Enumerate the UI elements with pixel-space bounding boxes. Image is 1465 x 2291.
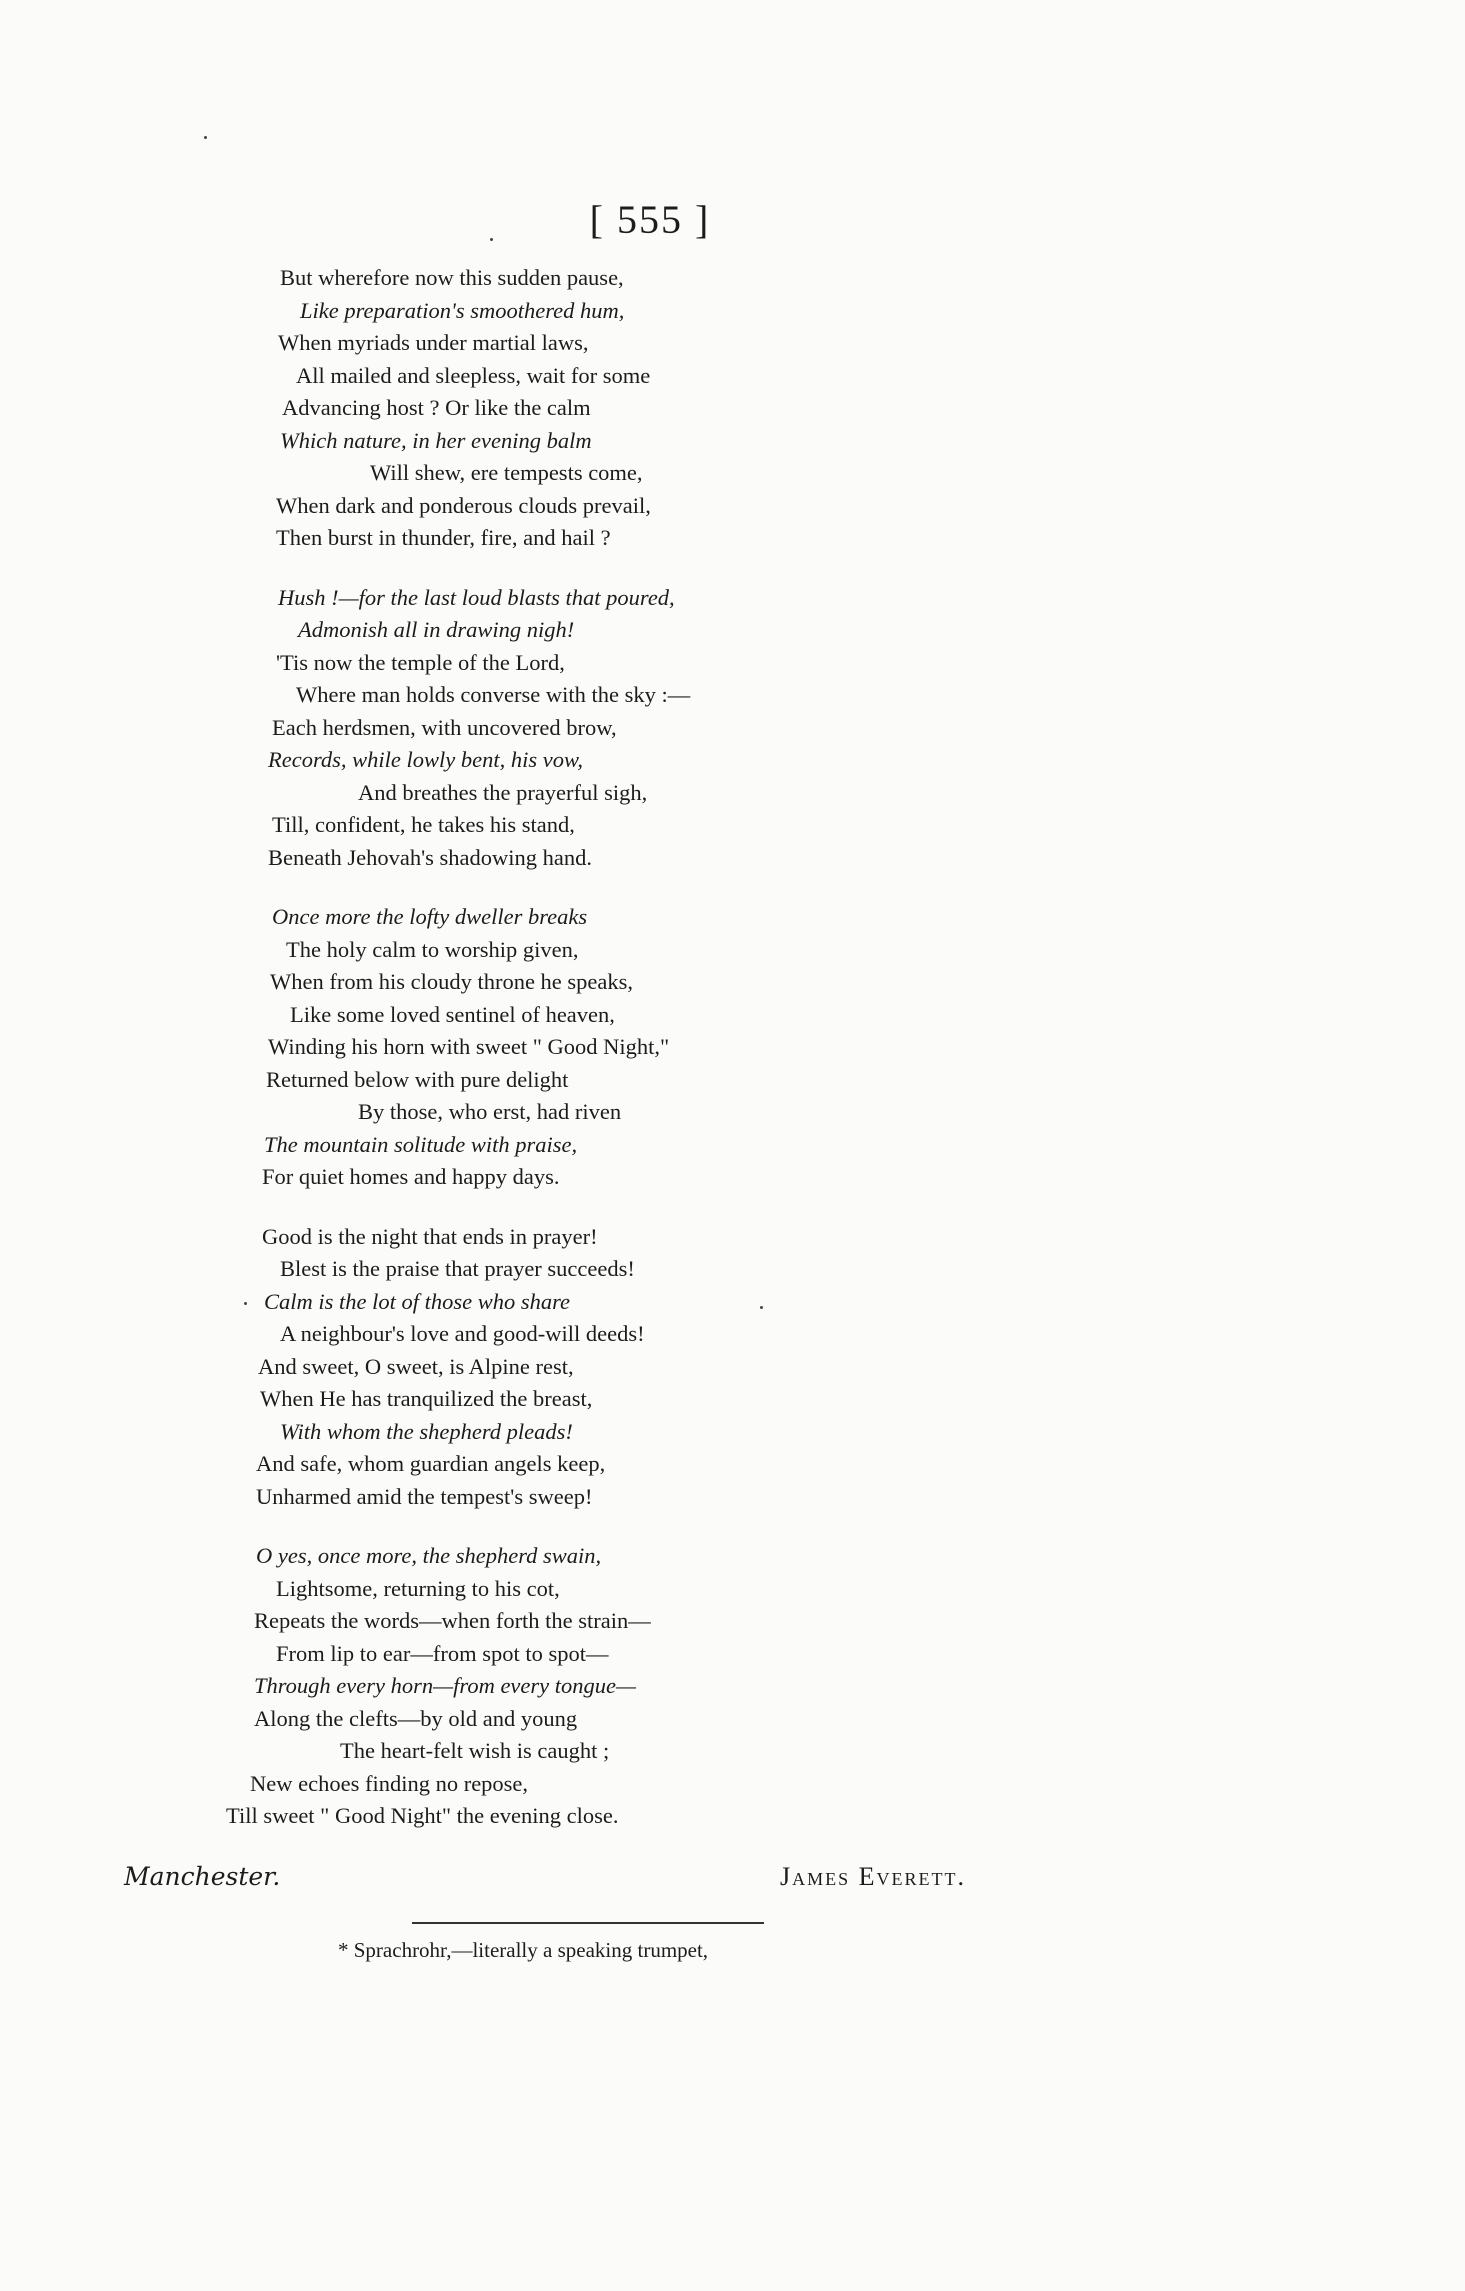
poem-line: Good is the night that ends in prayer! — [262, 1223, 598, 1249]
poem-line: Winding his horn with sweet " Good Night," — [268, 1034, 670, 1059]
poem-line: And safe, whom guardian angels keep, — [256, 1451, 606, 1476]
poem-line: Lightsome, returning to his cot, — [276, 1575, 560, 1601]
poem-line: When myriads under martial laws, — [278, 330, 589, 355]
poem-line: O yes, once more, the shepherd swain, — [256, 1543, 602, 1568]
poem-line: From lip to ear—from spot to spot— — [276, 1640, 609, 1666]
poem-line: Returned below with pure delight — [266, 1066, 569, 1092]
stanza — [0, 1221, 1465, 1514]
poem-line: But wherefore now this sudden pause, — [280, 265, 624, 290]
poem-line: Like some loved sentinel of heaven, — [290, 1001, 615, 1027]
poem-line: 'Tis now the temple of the Lord, — [276, 649, 565, 675]
poem-line: Then burst in thunder, fire, and hail ? — [276, 525, 611, 550]
poem-line: And sweet, O sweet, is Alpine rest, — [258, 1353, 574, 1379]
poem-line: When dark and ponderous clouds prevail, — [276, 492, 651, 518]
poem-line: Calm is the lot of those who share — [264, 1288, 571, 1314]
poem-line: The mountain solitude with praise, — [264, 1131, 578, 1157]
poem-line: A neighbour's love and good-will deeds! — [280, 1321, 645, 1346]
poem — [0, 262, 1465, 1860]
poem-line: New echoes finding no repose, — [250, 1770, 529, 1796]
stanza — [0, 262, 1465, 555]
poem-line: Unharmed amid the tempest's sweep! — [256, 1483, 593, 1509]
stanza — [0, 1540, 1465, 1833]
poem-line: For quiet homes and happy days. — [262, 1164, 560, 1189]
poem-line: Records, while lowly bent, his vow, — [268, 747, 583, 772]
page-number: [ 555 ] — [589, 197, 711, 242]
poem-line: Till, confident, he takes his stand, — [272, 812, 575, 837]
footnote-text: * Sprachrohr,—literally a speaking trumpet, — [338, 1938, 709, 1962]
signature — [0, 1862, 1465, 1902]
poem-line: Through every horn—from every tongue— — [254, 1673, 637, 1698]
poem-line: Like preparation's smoothered hum, — [300, 297, 625, 323]
stanza — [0, 582, 1465, 875]
poem-line: Admonish all in drawing nigh! — [298, 617, 575, 642]
poem-line: Each herdsmen, with uncovered brow, — [272, 714, 617, 740]
print-speck — [244, 1302, 247, 1305]
poem-line: When He has tranquilized the breast, — [260, 1386, 593, 1411]
print-speck — [760, 1306, 763, 1309]
poem-line: Beneath Jehovah's shadowing hand. — [268, 844, 592, 870]
poem-line: Repeats the words—when forth the strain— — [254, 1608, 651, 1633]
poem-line: By those, who erst, had riven — [358, 1099, 622, 1124]
poem-line: Along the clefts—by old and young — [254, 1705, 578, 1731]
footnote-rule — [412, 1922, 764, 1924]
poem-line: Till sweet " Good Night" the evening close. — [226, 1803, 619, 1828]
signature-author: James Everett. — [780, 1862, 966, 1891]
poem-line: Will shew, ere tempests come, — [370, 460, 643, 485]
poem-line: All mailed and sleepless, wait for some — [296, 362, 651, 388]
poem-line: With whom the shepherd pleads! — [280, 1418, 573, 1444]
print-speck — [490, 238, 493, 241]
signature-place: Manchester. — [124, 1862, 281, 1891]
poem-line: Which nature, in her evening balm — [280, 427, 592, 453]
poem-line: Blest is the praise that prayer succeeds! — [280, 1256, 635, 1281]
poem-line: The holy calm to worship given, — [286, 936, 579, 962]
poem-line: And breathes the prayerful sigh, — [358, 779, 648, 805]
poem-line: Where man holds converse with the sky :— — [296, 682, 691, 707]
poem-line: Advancing host ? Or like the calm — [282, 395, 591, 420]
poem-line: The heart-felt wish is caught ; — [340, 1738, 610, 1763]
poem-line: Hush !—for the last loud blasts that poured, — [278, 584, 675, 610]
poem-line: When from his cloudy throne he speaks, — [270, 969, 634, 994]
poem-line: Once more the lofty dweller breaks — [272, 904, 588, 929]
stanza — [0, 901, 1465, 1194]
print-speck — [204, 136, 207, 139]
